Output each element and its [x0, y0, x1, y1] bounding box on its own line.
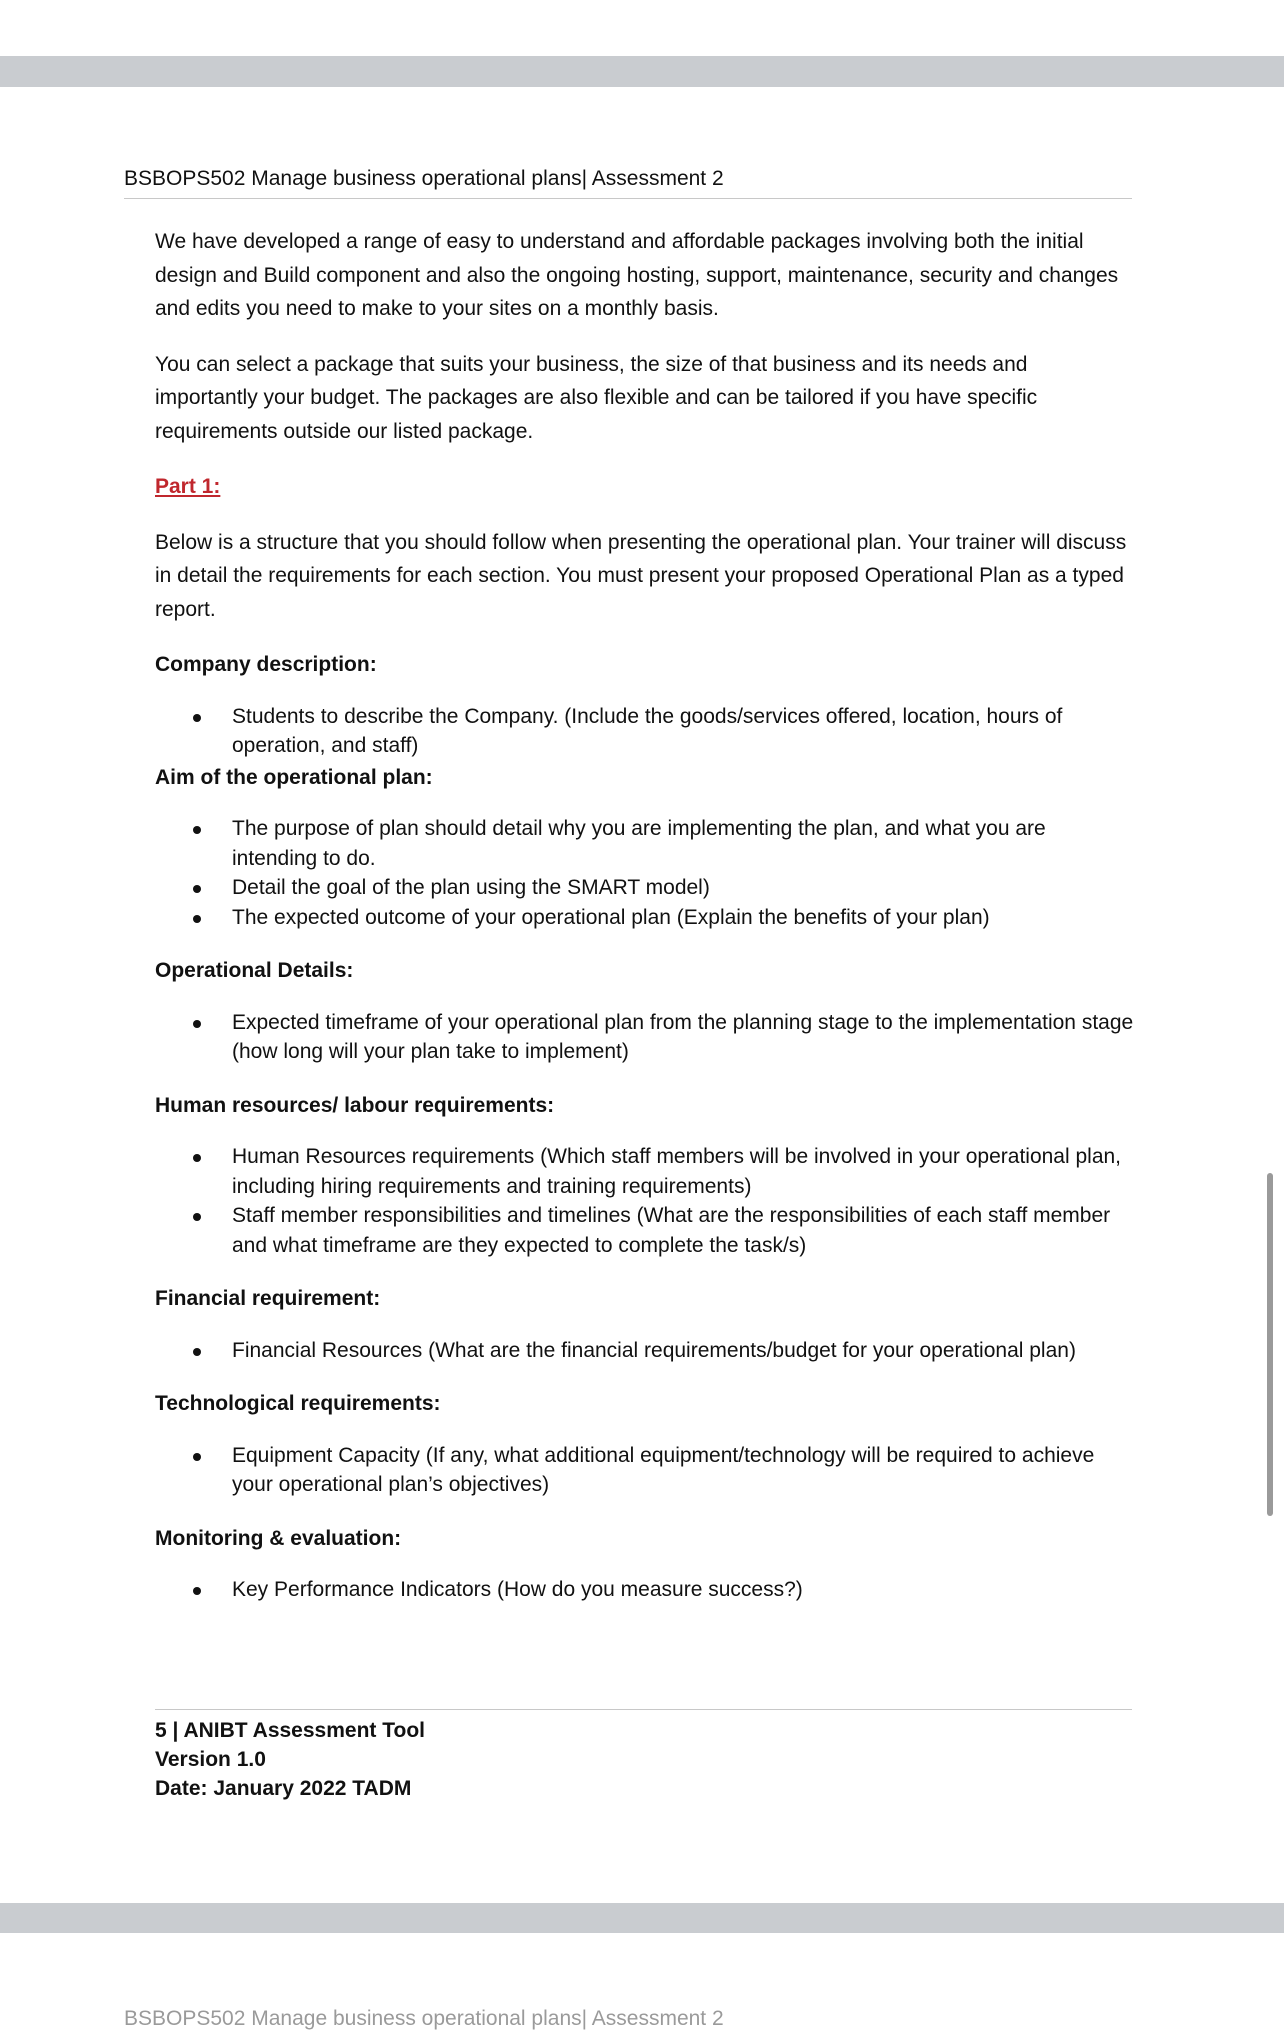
page-header: BSBOPS502 Manage business operational plans| Assessment 2 — [124, 164, 1132, 199]
bullet-list — [155, 1008, 1135, 1067]
bullet-icon — [193, 1587, 201, 1595]
bullet-list — [155, 1575, 1135, 1605]
list-item — [155, 1441, 1135, 1500]
list-item — [155, 1201, 1135, 1260]
bullet-icon — [193, 1020, 201, 1028]
bullet-icon — [193, 1348, 201, 1356]
bullet-list — [155, 1441, 1135, 1500]
bullet-list — [155, 1336, 1135, 1366]
section-heading-technological: Technological requirements: — [155, 1392, 441, 1415]
list-item-text: Detail the goal of the plan using the SMART model) — [232, 876, 710, 899]
list-item-text: Key Performance Indicators (How do you measure success?) — [232, 1578, 803, 1601]
list-item — [155, 1142, 1135, 1201]
section-heading-company-description: Company description: — [155, 653, 377, 676]
footer-page-info: 5 | ANIBT Assessment Tool — [155, 1719, 425, 1742]
bullet-list — [155, 1142, 1135, 1260]
part-heading: Part 1: — [155, 475, 221, 498]
list-item — [155, 1336, 1135, 1366]
list-item-text: The expected outcome of your operational plan (Explain the benefits of your plan) — [232, 905, 990, 929]
list-item-text: Financial Resources (What are the financial requirements/budget for your operational plan) — [232, 1338, 1076, 1362]
list-item — [155, 702, 1135, 761]
bullet-icon — [193, 1154, 201, 1162]
bullet-icon — [193, 885, 201, 893]
footer-version: Version 1.0 — [155, 1748, 266, 1771]
list-item — [155, 1008, 1135, 1067]
list-item-text: Equipment Capacity (If any, what additional equipment/technology will be required to achieve your operational plan’s objectives) — [232, 1443, 1095, 1496]
bullet-icon — [193, 915, 201, 923]
list-item — [155, 903, 1135, 933]
list-item-text: The purpose of plan should detail why you are implementing the plan, and what you are intending to do. — [232, 817, 1046, 870]
page-footer — [155, 1709, 1132, 1803]
intro-paragraph: You can select a package that suits your business, the size of that business and its needs and importantly your budget. The packages are also flexible and can be tailored if you have specific requirements outside our listed package. — [155, 352, 1038, 443]
scrollbar-thumb[interactable] — [1267, 1173, 1273, 1516]
bullet-icon — [193, 1213, 201, 1221]
section-heading-monitoring: Monitoring & evaluation: — [155, 1526, 402, 1550]
section-heading-aim: Aim of the operational plan: — [155, 765, 433, 789]
footer-date: Date: January 2022 TADM — [155, 1777, 412, 1800]
list-item — [155, 873, 1135, 903]
list-item — [155, 1575, 1135, 1605]
bullet-icon — [193, 714, 201, 722]
list-item — [155, 814, 1135, 873]
list-item-text: Expected timeframe of your operational plan from the planning stage to the implementation stage (how long will your plan take to implement) — [232, 1010, 1134, 1063]
bullet-icon — [193, 826, 201, 834]
page-content — [155, 225, 1135, 1627]
section-heading-financial: Financial requirement: — [155, 1287, 381, 1310]
list-item-text: Human Resources requirements (Which staff members will be involved in your operational plan, including hiring requirements and training requirements) — [232, 1145, 1122, 1198]
section-heading-operational-details: Operational Details: — [155, 959, 354, 982]
list-item-text: Students to describe the Company. (Include the goods/services offered, location, hours of operation, and staff) — [232, 704, 1063, 757]
next-page-header-peek: BSBOPS502 Manage business operational plans| Assessment 2 — [124, 2007, 724, 2030]
bullet-list — [155, 814, 1135, 932]
bullet-icon — [193, 1453, 201, 1461]
bullet-list — [155, 702, 1135, 761]
list-item-text: Staff member responsibilities and timelines (What are the responsibilities of each staff member and what timeframe are they expected to complete the task/s) — [232, 1204, 1111, 1257]
intro-paragraph: We have developed a range of easy to understand and affordable packages involving both the initial design and Build component and also the ongoing hosting, support, maintenance, security and changes and edits you need to make to your sites on a monthly basis. — [155, 230, 1119, 320]
part-description: Below is a structure that you should follow when presenting the operational plan. Your trainer will discuss in detail the requirements for each section. You must present your proposed Operational Plan as a typed report. — [155, 530, 1127, 621]
page-separator-bottom — [0, 1903, 1284, 1933]
page-separator-top — [0, 56, 1284, 87]
section-heading-human-resources: Human resources/ labour requirements: — [155, 1093, 555, 1117]
